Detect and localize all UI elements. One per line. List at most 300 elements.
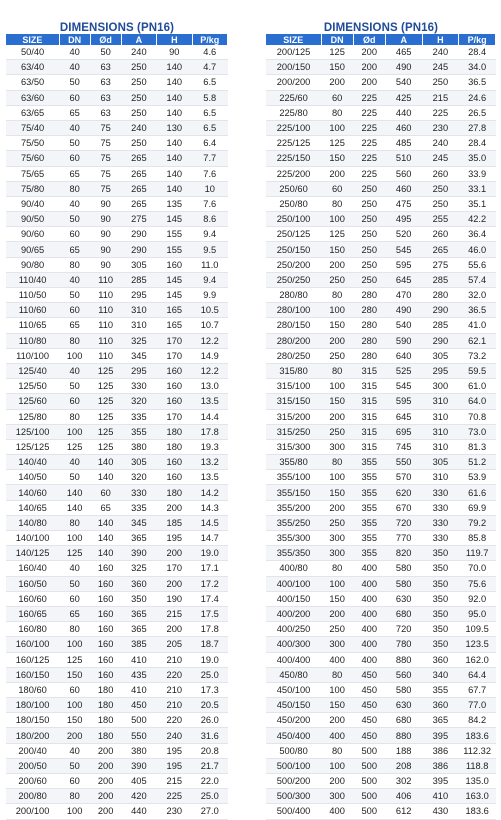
cell-dn: 300 [321, 546, 353, 561]
right-header-size: SIZE [266, 34, 321, 45]
cell-dn: 80 [321, 363, 353, 378]
cell-size: 160/150 [6, 667, 59, 682]
cell-od: 500 [353, 789, 385, 804]
cell-a: 580 [385, 576, 422, 591]
cell-od: 250 [353, 242, 385, 257]
cell-od: 315 [353, 394, 385, 409]
cell-a: 310 [121, 318, 156, 333]
cell-a: 365 [121, 622, 156, 637]
cell-a: 435 [121, 667, 156, 682]
cell-dn: 40 [59, 120, 90, 135]
cell-h: 180 [157, 439, 192, 454]
cell-weight: 64.0 [459, 394, 496, 409]
cell-dn: 150 [321, 485, 353, 500]
cell-od: 140 [90, 546, 121, 561]
cell-a: 695 [385, 424, 422, 439]
cell-size: 160/60 [6, 591, 59, 606]
cell-h: 350 [422, 546, 459, 561]
cell-weight: 34.0 [459, 60, 496, 75]
cell-size: 110/50 [6, 288, 59, 303]
cell-weight: 70.8 [459, 409, 496, 424]
cell-od: 63 [90, 60, 121, 75]
cell-h: 245 [422, 60, 459, 75]
cell-a: 188 [385, 743, 422, 758]
cell-od: 250 [353, 257, 385, 272]
cell-a: 440 [385, 105, 422, 120]
cell-dn: 300 [321, 531, 353, 546]
cell-od: 280 [353, 333, 385, 348]
cell-od: 110 [90, 318, 121, 333]
cell-size: 400/150 [266, 591, 321, 606]
cell-od: 160 [90, 637, 121, 652]
cell-weight: 55.6 [459, 257, 496, 272]
cell-dn: 50 [59, 288, 90, 303]
table-row [266, 774, 496, 789]
table-row [6, 288, 228, 303]
cell-weight: 32.0 [459, 288, 496, 303]
table-row [6, 455, 228, 470]
table-row [266, 288, 496, 303]
cell-size: 63/60 [6, 90, 59, 105]
cell-h: 220 [157, 667, 192, 682]
cell-od: 125 [90, 363, 121, 378]
cell-a: 320 [121, 394, 156, 409]
cell-size: 125/60 [6, 394, 59, 409]
cell-h: 230 [157, 804, 192, 819]
cell-size: 63/40 [6, 60, 59, 75]
table-row [6, 485, 228, 500]
cell-dn: 125 [321, 45, 353, 60]
cell-size: 90/50 [6, 212, 59, 227]
table-row [6, 622, 228, 637]
table-row [6, 439, 228, 454]
table-row [266, 576, 496, 591]
cell-h: 200 [157, 622, 192, 637]
cell-weight: 36.5 [459, 75, 496, 90]
cell-a: 290 [121, 227, 156, 242]
cell-a: 390 [121, 758, 156, 773]
cell-a: 545 [385, 379, 422, 394]
cell-od: 160 [90, 652, 121, 667]
table-row [266, 242, 496, 257]
cell-size: 400/100 [266, 576, 321, 591]
cell-h: 215 [157, 606, 192, 621]
cell-weight: 24.6 [459, 90, 496, 105]
cell-dn: 40 [59, 455, 90, 470]
cell-a: 285 [121, 272, 156, 287]
cell-size: 200/50 [6, 758, 59, 773]
table-row [266, 652, 496, 667]
cell-size: 125/80 [6, 409, 59, 424]
cell-od: 250 [353, 212, 385, 227]
cell-a: 265 [121, 166, 156, 181]
table-row [266, 561, 496, 576]
cell-dn: 150 [59, 713, 90, 728]
cell-dn: 60 [59, 682, 90, 697]
cell-size: 180/150 [6, 713, 59, 728]
cell-dn: 60 [59, 90, 90, 105]
cell-weight: 10 [192, 181, 227, 196]
table-row [266, 531, 496, 546]
cell-size: 450/150 [266, 698, 321, 713]
table-row [266, 804, 496, 819]
cell-h: 160 [157, 394, 192, 409]
cell-a: 325 [121, 333, 156, 348]
cell-size: 63/65 [6, 105, 59, 120]
cell-weight: 7.7 [192, 151, 227, 166]
cell-h: 165 [157, 303, 192, 318]
cell-size: 200/80 [6, 789, 59, 804]
cell-od: 75 [90, 166, 121, 181]
cell-weight: 183.6 [459, 728, 496, 743]
cell-weight: 33.1 [459, 181, 496, 196]
cell-h: 160 [157, 363, 192, 378]
left-table-title: DIMENSIONS (PN16) [59, 22, 175, 34]
left-header-weight: P/kg [192, 34, 227, 45]
cell-a: 630 [385, 698, 422, 713]
cell-a: 880 [385, 728, 422, 743]
cell-dn: 150 [321, 698, 353, 713]
cell-od: 225 [353, 120, 385, 135]
table-row [6, 789, 228, 804]
cell-size: 280/100 [266, 303, 321, 318]
cell-weight: 51.2 [459, 455, 496, 470]
cell-dn: 125 [321, 227, 353, 242]
table-row [266, 181, 496, 196]
cell-a: 670 [385, 500, 422, 515]
cell-size: 355/250 [266, 515, 321, 530]
cell-size: 75/65 [6, 166, 59, 181]
cell-h: 290 [422, 333, 459, 348]
table-row [6, 743, 228, 758]
cell-size: 140/80 [6, 515, 59, 530]
cell-weight: 26.0 [192, 713, 227, 728]
cell-od: 90 [90, 227, 121, 242]
cell-dn: 200 [321, 774, 353, 789]
cell-h: 135 [157, 196, 192, 211]
cell-od: 315 [353, 379, 385, 394]
cell-dn: 100 [321, 682, 353, 697]
cell-weight: 25.0 [192, 789, 227, 804]
cell-h: 145 [157, 288, 192, 303]
table-row [266, 120, 496, 135]
cell-a: 550 [121, 728, 156, 743]
cell-h: 275 [422, 257, 459, 272]
right-header-od: Ød [353, 34, 385, 45]
cell-h: 350 [422, 561, 459, 576]
cell-h: 350 [422, 606, 459, 621]
cell-size: 110/40 [6, 272, 59, 287]
cell-a: 640 [385, 348, 422, 363]
cell-h: 250 [422, 75, 459, 90]
cell-size: 160/80 [6, 622, 59, 637]
cell-a: 305 [121, 455, 156, 470]
cell-od: 200 [353, 60, 385, 75]
cell-size: 180/60 [6, 682, 59, 697]
cell-h: 330 [422, 515, 459, 530]
cell-size: 400/300 [266, 637, 321, 652]
cell-weight: 17.3 [192, 682, 227, 697]
cell-size: 110/100 [6, 348, 59, 363]
cell-dn: 80 [321, 288, 353, 303]
cell-dn: 65 [59, 166, 90, 181]
cell-od: 355 [353, 455, 385, 470]
cell-dn: 150 [321, 394, 353, 409]
cell-size: 125/125 [6, 439, 59, 454]
cell-weight: 36.5 [459, 303, 496, 318]
cell-weight: 9.4 [192, 227, 227, 242]
cell-weight: 9.4 [192, 272, 227, 287]
cell-dn: 80 [59, 181, 90, 196]
cell-weight: 25.0 [192, 667, 227, 682]
table-row [6, 424, 228, 439]
cell-size: 225/80 [266, 105, 321, 120]
cell-h: 145 [157, 272, 192, 287]
cell-a: 345 [121, 348, 156, 363]
cell-a: 620 [385, 485, 422, 500]
cell-a: 345 [121, 515, 156, 530]
right-table-header-row [266, 34, 496, 45]
table-row [6, 105, 228, 120]
cell-dn: 250 [321, 348, 353, 363]
cell-h: 155 [157, 227, 192, 242]
cell-dn: 200 [59, 728, 90, 743]
cell-weight: 183.6 [459, 804, 496, 819]
table-row [266, 622, 496, 637]
table-row [6, 409, 228, 424]
cell-a: 250 [121, 60, 156, 75]
cell-weight: 14.5 [192, 515, 227, 530]
cell-dn: 200 [321, 75, 353, 90]
cell-weight: 4.7 [192, 60, 227, 75]
table-row [266, 409, 496, 424]
cell-h: 255 [422, 212, 459, 227]
cell-od: 355 [353, 546, 385, 561]
cell-weight: 92.0 [459, 591, 496, 606]
cell-a: 355 [121, 424, 156, 439]
cell-od: 315 [353, 409, 385, 424]
cell-h: 210 [157, 652, 192, 667]
cell-weight: 17.5 [192, 606, 227, 621]
cell-dn: 40 [59, 45, 90, 60]
cell-a: 295 [121, 288, 156, 303]
cell-h: 350 [422, 622, 459, 637]
table-row [266, 151, 496, 166]
cell-size: 315/80 [266, 363, 321, 378]
table-row [6, 60, 228, 75]
table-row [266, 333, 496, 348]
cell-a: 320 [121, 470, 156, 485]
table-row [6, 546, 228, 561]
cell-weight: 61.6 [459, 485, 496, 500]
cell-od: 180 [90, 698, 121, 713]
cell-od: 225 [353, 90, 385, 105]
cell-dn: 80 [59, 333, 90, 348]
right-header-weight: P/kg [459, 34, 496, 45]
cell-od: 110 [90, 288, 121, 303]
cell-od: 450 [353, 698, 385, 713]
cell-h: 170 [157, 561, 192, 576]
cell-weight: 20.8 [192, 743, 227, 758]
cell-weight: 10.5 [192, 303, 227, 318]
cell-h: 310 [422, 470, 459, 485]
cell-a: 520 [385, 227, 422, 242]
cell-od: 180 [90, 713, 121, 728]
cell-h: 90 [157, 45, 192, 60]
cell-dn: 200 [321, 166, 353, 181]
cell-weight: 69.9 [459, 500, 496, 515]
cell-od: 63 [90, 105, 121, 120]
cell-weight: 26.5 [459, 105, 496, 120]
cell-dn: 50 [59, 75, 90, 90]
cell-dn: 400 [321, 804, 353, 819]
table-row [6, 713, 228, 728]
cell-h: 160 [157, 379, 192, 394]
cell-h: 200 [157, 546, 192, 561]
cell-a: 390 [121, 546, 156, 561]
cell-od: 75 [90, 136, 121, 151]
table-row [6, 774, 228, 789]
cell-od: 250 [353, 272, 385, 287]
cell-a: 485 [385, 136, 422, 151]
cell-h: 180 [157, 485, 192, 500]
cell-size: 110/65 [6, 318, 59, 333]
cell-weight: 119.7 [459, 546, 496, 561]
cell-weight: 85.8 [459, 531, 496, 546]
table-row [6, 45, 228, 60]
cell-h: 145 [157, 212, 192, 227]
cell-size: 355/80 [266, 455, 321, 470]
cell-h: 285 [422, 318, 459, 333]
cell-size: 315/300 [266, 439, 321, 454]
cell-od: 180 [90, 682, 121, 697]
cell-weight: 19.0 [192, 652, 227, 667]
cell-a: 500 [121, 713, 156, 728]
cell-a: 305 [121, 257, 156, 272]
cell-size: 140/60 [6, 485, 59, 500]
cell-h: 240 [422, 45, 459, 60]
cell-dn: 150 [321, 60, 353, 75]
table-row [6, 90, 228, 105]
right-table-title: DIMENSIONS (PN16) [323, 22, 439, 34]
cell-od: 75 [90, 151, 121, 166]
cell-h: 310 [422, 409, 459, 424]
left-header-size: SIZE [6, 34, 59, 45]
cell-od: 315 [353, 439, 385, 454]
cell-a: 290 [121, 242, 156, 257]
cell-h: 170 [157, 333, 192, 348]
table-row [266, 272, 496, 287]
cell-od: 315 [353, 363, 385, 378]
cell-weight: 7.6 [192, 166, 227, 181]
cell-size: 500/80 [266, 743, 321, 758]
cell-h: 140 [157, 136, 192, 151]
cell-dn: 40 [59, 60, 90, 75]
cell-a: 590 [385, 333, 422, 348]
cell-h: 220 [157, 713, 192, 728]
table-row [6, 181, 228, 196]
table-row [6, 272, 228, 287]
table-row [6, 531, 228, 546]
cell-a: 265 [121, 196, 156, 211]
cell-od: 60 [90, 485, 121, 500]
cell-od: 140 [90, 531, 121, 546]
table-row [266, 591, 496, 606]
cell-od: 180 [90, 728, 121, 743]
cell-dn: 200 [321, 713, 353, 728]
cell-a: 460 [385, 181, 422, 196]
table-row [6, 652, 228, 667]
cell-a: 475 [385, 196, 422, 211]
cell-h: 210 [157, 682, 192, 697]
table-row [6, 500, 228, 515]
cell-h: 330 [422, 485, 459, 500]
left-header-a: A [121, 34, 156, 45]
cell-size: 140/125 [6, 546, 59, 561]
cell-h: 295 [422, 363, 459, 378]
cell-size: 500/300 [266, 789, 321, 804]
cell-dn: 40 [59, 272, 90, 287]
table-row [266, 424, 496, 439]
table-row [6, 682, 228, 697]
cell-weight: 57.4 [459, 272, 496, 287]
cell-weight: 19.3 [192, 439, 227, 454]
cell-size: 200/150 [266, 60, 321, 75]
cell-weight: 22.0 [192, 774, 227, 789]
cell-size: 400/400 [266, 652, 321, 667]
table-row [266, 500, 496, 515]
cell-od: 160 [90, 561, 121, 576]
cell-size: 125/100 [6, 424, 59, 439]
cell-od: 225 [353, 166, 385, 181]
cell-weight: 17.4 [192, 591, 227, 606]
table-row [266, 90, 496, 105]
table-row [6, 257, 228, 272]
cell-a: 425 [385, 90, 422, 105]
cell-h: 250 [422, 196, 459, 211]
table-row [266, 348, 496, 363]
table-row [6, 318, 228, 333]
cell-dn: 80 [59, 789, 90, 804]
cell-h: 280 [422, 288, 459, 303]
cell-a: 540 [385, 75, 422, 90]
cell-size: 75/60 [6, 151, 59, 166]
table-row [6, 606, 228, 621]
table-row [6, 470, 228, 485]
cell-h: 430 [422, 804, 459, 819]
cell-a: 335 [121, 409, 156, 424]
cell-dn: 250 [321, 424, 353, 439]
cell-weight: 163.0 [459, 789, 496, 804]
cell-size: 500/100 [266, 758, 321, 773]
cell-size: 125/40 [6, 363, 59, 378]
cell-size: 75/50 [6, 136, 59, 151]
cell-od: 110 [90, 272, 121, 287]
cell-size: 355/200 [266, 500, 321, 515]
cell-size: 400/200 [266, 606, 321, 621]
cell-weight: 35.0 [459, 151, 496, 166]
table-row [266, 546, 496, 561]
cell-h: 165 [157, 318, 192, 333]
cell-od: 355 [353, 485, 385, 500]
table-row [266, 136, 496, 151]
cell-size: 160/100 [6, 637, 59, 652]
cell-od: 110 [90, 348, 121, 363]
cell-od: 250 [353, 181, 385, 196]
cell-a: 595 [385, 257, 422, 272]
left-header-od: Ød [90, 34, 121, 45]
cell-weight: 9.9 [192, 288, 227, 303]
